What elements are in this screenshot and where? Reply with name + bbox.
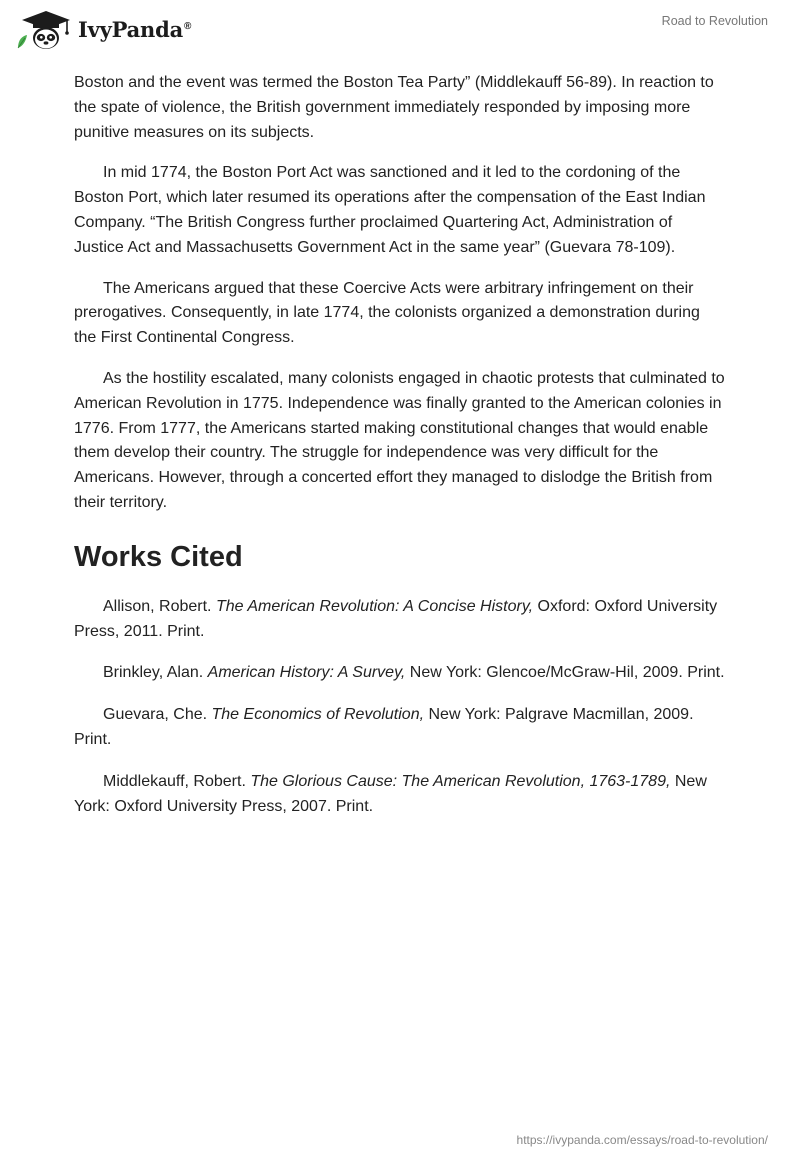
citation-publisher: New York: Palgrave Macmillan, 2009. Print. xyxy=(74,706,694,748)
registered-mark: ® xyxy=(184,20,192,32)
body-paragraph: The Americans argued that these Coercive Acts were arbitrary infringement on their prerogatives. Consequently, in late 1774, the colonists organized a demonstration during the First Continental Congress. xyxy=(74,279,700,347)
citation-title: The Economics of Revolution, xyxy=(211,706,425,724)
citation-entry xyxy=(74,595,726,645)
works-cited-heading: Works Cited xyxy=(74,540,243,573)
panda-graduate-icon xyxy=(14,8,74,50)
citation-author: Brinkley, Alan. xyxy=(103,664,208,682)
citation-entry xyxy=(74,661,726,686)
citation-entry xyxy=(74,770,726,820)
body-paragraph: In mid 1774, the Boston Port Act was sanctioned and it led to the cordoning of the Boston Port, which later resumed its operations after the compensation of the East Indian Company. “The British Congress further proclaimed Quartering Act, Administration of Justice Act and Massachusetts Government Act in the same year” (Guevara 78-109). xyxy=(74,164,706,256)
citation-author: Guevara, Che. xyxy=(103,706,212,724)
body-paragraph: As the hostility escalated, many colonists engaged in chaotic protests that culminated to American Revolution in 1775. Independence was finally granted to the American colonies in 1776. From 1777, the Americans started making constitutional changes that would enable them develop their country. The struggle for independence was very difficult for the Americans. However, through a concerted effort they managed to dislodge the British from their territory. xyxy=(74,369,725,511)
logo-text: IvyPanda xyxy=(78,16,184,42)
source-url[interactable]: https://ivypanda.com/essays/road-to-revolution/ xyxy=(516,1133,768,1147)
logo-wordmark xyxy=(78,17,191,42)
citation-author: Middlekauff, Robert. xyxy=(103,772,251,790)
document-title: Road to Revolution xyxy=(661,14,768,28)
citation-publisher: New York: Glencoe/McGraw-Hil, 2009. Print. xyxy=(405,664,725,682)
citation-title: American History: A Survey, xyxy=(207,664,406,682)
body-paragraph: Boston and the event was termed the Boston Tea Party” (Middlekauff 56-89). In reaction to the spate of violence, the British government immediately responded by imposing more punitive measures on its subjects. xyxy=(74,74,714,141)
essay-content xyxy=(74,71,726,836)
citation-title: The American Revolution: A Concise History, xyxy=(215,597,534,615)
citation-title: The Glorious Cause: The American Revolution, 1763-1789, xyxy=(250,772,671,790)
citation-author: Allison, Robert. xyxy=(103,597,216,615)
citation-publisher: New York: Oxford University Press, 2007. Print. xyxy=(74,772,707,815)
citation-publisher: Oxford: Oxford University Press, 2011. Print. xyxy=(74,597,718,640)
citation-entry xyxy=(74,703,726,753)
page-header xyxy=(0,0,800,60)
ivypanda-logo[interactable] xyxy=(14,8,191,50)
